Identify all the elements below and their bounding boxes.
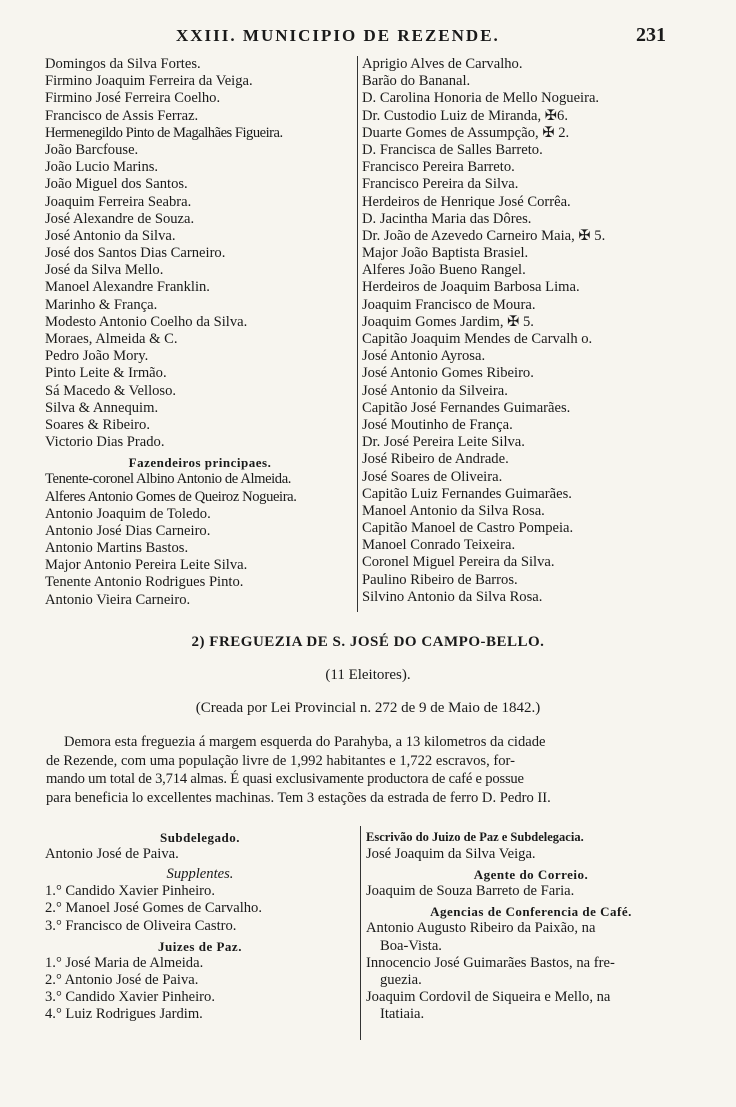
list-item: José Joaquim da Silva Veiga. xyxy=(366,846,536,862)
running-header xyxy=(0,26,736,48)
list-item: Tenente-coronel Albino Antonio de Almeida. xyxy=(45,471,292,488)
list-item: José Alexandre de Souza. xyxy=(45,210,195,227)
agente-heading: Agente do Correio. xyxy=(473,867,589,883)
list-item: Herdeiros de Henrique José Corrêa. xyxy=(362,193,571,210)
list-item: Joaquim de Souza Barreto de Faria. xyxy=(366,883,575,900)
juizes-heading: Juizes de Paz. xyxy=(158,938,242,954)
list-item: Manoel Conrado Teixeira. xyxy=(362,537,516,554)
list-item: Pinto Leite & Irmão. xyxy=(45,365,167,382)
list-item: Alferes João Bueno Rangel. xyxy=(362,262,526,279)
list-item: Sá Macedo & Velloso. xyxy=(45,382,177,399)
list-item: Dr. João de Azevedo Carneiro Maia, ✠ 5. xyxy=(362,227,606,244)
list-item: D. Jacintha Maria das Dôres. xyxy=(362,210,532,227)
list-item: Capitão Luiz Fernandes Guimarães. xyxy=(362,485,572,502)
list-item: Alferes Antonio Gomes de Queiroz Nogueira. xyxy=(45,488,297,505)
description-paragraph xyxy=(46,733,686,807)
list-item: José Antonio Gomes Ribeiro. xyxy=(362,365,534,382)
list-item: José Antonio Ayrosa. xyxy=(362,348,486,365)
list-item: D. Francisca de Salles Barreto. xyxy=(362,141,543,158)
list-item: João Lucio Marins. xyxy=(45,159,159,176)
list-item: Modesto Antonio Coelho da Silva. xyxy=(45,313,248,330)
list-item: Dr. Custodio Luiz de Miranda, ✠6. xyxy=(362,107,568,124)
list-item: José da Silva Mello. xyxy=(45,262,164,279)
fazendeiros-heading: Fazendeiros principaes. xyxy=(128,455,272,471)
officials-left-column xyxy=(45,826,355,1024)
list-item: Silva & Annequim. xyxy=(45,399,159,416)
subdelegado-heading: Subdelegado. xyxy=(159,830,241,845)
list-item: Firmino Joaquim Ferreira da Veiga. xyxy=(45,73,253,90)
list-item: Aprigio Alves de Carvalho. xyxy=(362,56,523,72)
list-item: Tenente Antonio Rodrigues Pinto. xyxy=(45,574,244,591)
column-divider xyxy=(360,826,361,1040)
list-item: 4.° Luiz Rodrigues Jardim. xyxy=(45,1006,203,1023)
list-item: Dr. José Pereira Leite Silva. xyxy=(362,434,525,451)
officials-right-column xyxy=(366,826,696,1024)
list-item: Boa-Vista. xyxy=(380,937,442,954)
list-item: Soares & Ribeiro. xyxy=(45,416,150,433)
merchants-left-column xyxy=(45,56,355,609)
list-item: Francisco Pereira da Silva. xyxy=(362,176,519,193)
list-item: 2.° Antonio José de Paiva. xyxy=(45,971,199,988)
section-title: 2) FREGUEZIA DE S. JOSÉ DO CAMPO-BELLO. xyxy=(191,634,545,650)
list-item: Manoel Alexandre Franklin. xyxy=(45,279,210,296)
list-item: Antonio Joaquim de Toledo. xyxy=(45,505,211,522)
list-item: Innocencio José Guimarães Bastos, na fre- xyxy=(366,954,615,971)
list-item: José Ribeiro de Andrade. xyxy=(362,451,509,468)
list-item: Francisco Pereira Barreto. xyxy=(362,159,515,176)
list-item: Marinho & França. xyxy=(45,296,158,313)
list-item: Duarte Gomes de Assumpção, ✠ 2. xyxy=(362,124,570,141)
list-item: José Soares de Oliveira. xyxy=(362,468,503,485)
list-item: 1.° José Maria de Almeida. xyxy=(45,954,204,971)
list-item: Manoel Antonio da Silva Rosa. xyxy=(362,502,545,519)
list-item: José Antonio da Silva. xyxy=(45,227,176,244)
list-item: Barão do Bananal. xyxy=(362,73,471,90)
list-item: D. Carolina Honoria de Mello Nogueira. xyxy=(362,90,600,107)
list-item: Joaquim Francisco de Moura. xyxy=(362,296,536,313)
list-item: João Miguel dos Santos. xyxy=(45,176,188,193)
page-number: 231 xyxy=(636,24,666,46)
list-item: 3.° Francisco de Oliveira Castro. xyxy=(45,917,237,934)
list-item: 1.° Candido Xavier Pinheiro. xyxy=(45,883,215,900)
eleitores-count: (11 Eleitores). xyxy=(325,667,411,683)
list-item: Francisco de Assis Ferraz. xyxy=(45,107,199,124)
list-item: Major João Baptista Brasiel. xyxy=(362,245,529,262)
list-item: Antonio José de Paiva. xyxy=(45,846,179,862)
supplentes-heading: Supplentes. xyxy=(166,866,234,883)
creation-note: (Creada por Lei Provincial n. 272 de 9 de Maio de 1842.) xyxy=(195,700,541,716)
agencias-heading: Agencias de Conferencia de Café. xyxy=(430,904,632,920)
list-item: Joaquim Ferreira Seabra. xyxy=(45,193,192,210)
list-item: Paulino Ribeiro de Barros. xyxy=(362,571,518,588)
list-item: Moraes, Almeida & C. xyxy=(45,331,178,347)
list-item: 3.° Candido Xavier Pinheiro. xyxy=(45,989,215,1006)
list-item: José Antonio da Silveira. xyxy=(362,382,508,399)
list-item: Antonio Vieira Carneiro. xyxy=(45,591,191,608)
list-item: Antonio José Dias Carneiro. xyxy=(45,522,211,539)
list-item: José Moutinho de França. xyxy=(362,416,513,433)
list-item: Joaquim Gomes Jardim, ✠ 5. xyxy=(362,313,534,330)
list-item: Herdeiros de Joaquim Barbosa Lima. xyxy=(362,279,580,296)
list-item: Firmino José Ferreira Coelho. xyxy=(45,90,221,107)
paragraph-line: de Rezende, com uma população livre de 1,992 habitantes e 1,722 escravos, for- xyxy=(46,752,515,769)
list-item: Itatiaia. xyxy=(380,1006,425,1023)
list-item: Capitão Joaquim Mendes de Carvalh o. xyxy=(362,331,593,347)
list-item: Hermenegildo Pinto de Magalhães Figueira. xyxy=(45,124,283,141)
list-item: Coronel Miguel Pereira da Silva. xyxy=(362,554,555,571)
page-header-title: XXIII. MUNICIPIO DE REZENDE. xyxy=(176,26,500,45)
column-divider xyxy=(357,56,358,612)
list-item: Silvino Antonio da Silva Rosa. xyxy=(362,588,543,605)
list-item: José dos Santos Dias Carneiro. xyxy=(45,245,226,262)
paragraph-line: para beneficia lo excellentes machinas. Tem 3 estações da estrada de ferro D. Pedro II. xyxy=(46,789,551,806)
list-item: Victorio Dias Prado. xyxy=(45,434,165,451)
list-item: Pedro João Mory. xyxy=(45,348,149,365)
list-item: guezia. xyxy=(380,971,422,988)
escrivao-heading: Escrivão do Juizo de Paz e Subdelegacia. xyxy=(366,830,584,844)
list-item: Antonio Martins Bastos. xyxy=(45,540,189,557)
fazendeiros-right-column xyxy=(362,56,692,606)
list-item: Capitão Manoel de Castro Pompeia. xyxy=(362,520,574,537)
list-item: João Barcfouse. xyxy=(45,141,139,158)
list-item: Capitão José Fernandes Guimarães. xyxy=(362,399,571,416)
list-item: Joaquim Cordovil de Siqueira e Mello, na xyxy=(366,989,611,1006)
paragraph-line: Demora esta freguezia á margem esquerda do Parahyba, a 13 kilometros da cidade xyxy=(64,734,546,750)
list-item: Major Antonio Pereira Leite Silva. xyxy=(45,557,248,574)
paragraph-line: mando um total de 3,714 almas. É quasi exclusivamente productora de café e possue xyxy=(46,771,524,787)
list-item: Domingos da Silva Fortes. xyxy=(45,56,201,72)
list-item: Antonio Augusto Ribeiro da Paixão, na xyxy=(366,920,596,937)
list-item: 2.° Manoel José Gomes de Carvalho. xyxy=(45,900,262,917)
